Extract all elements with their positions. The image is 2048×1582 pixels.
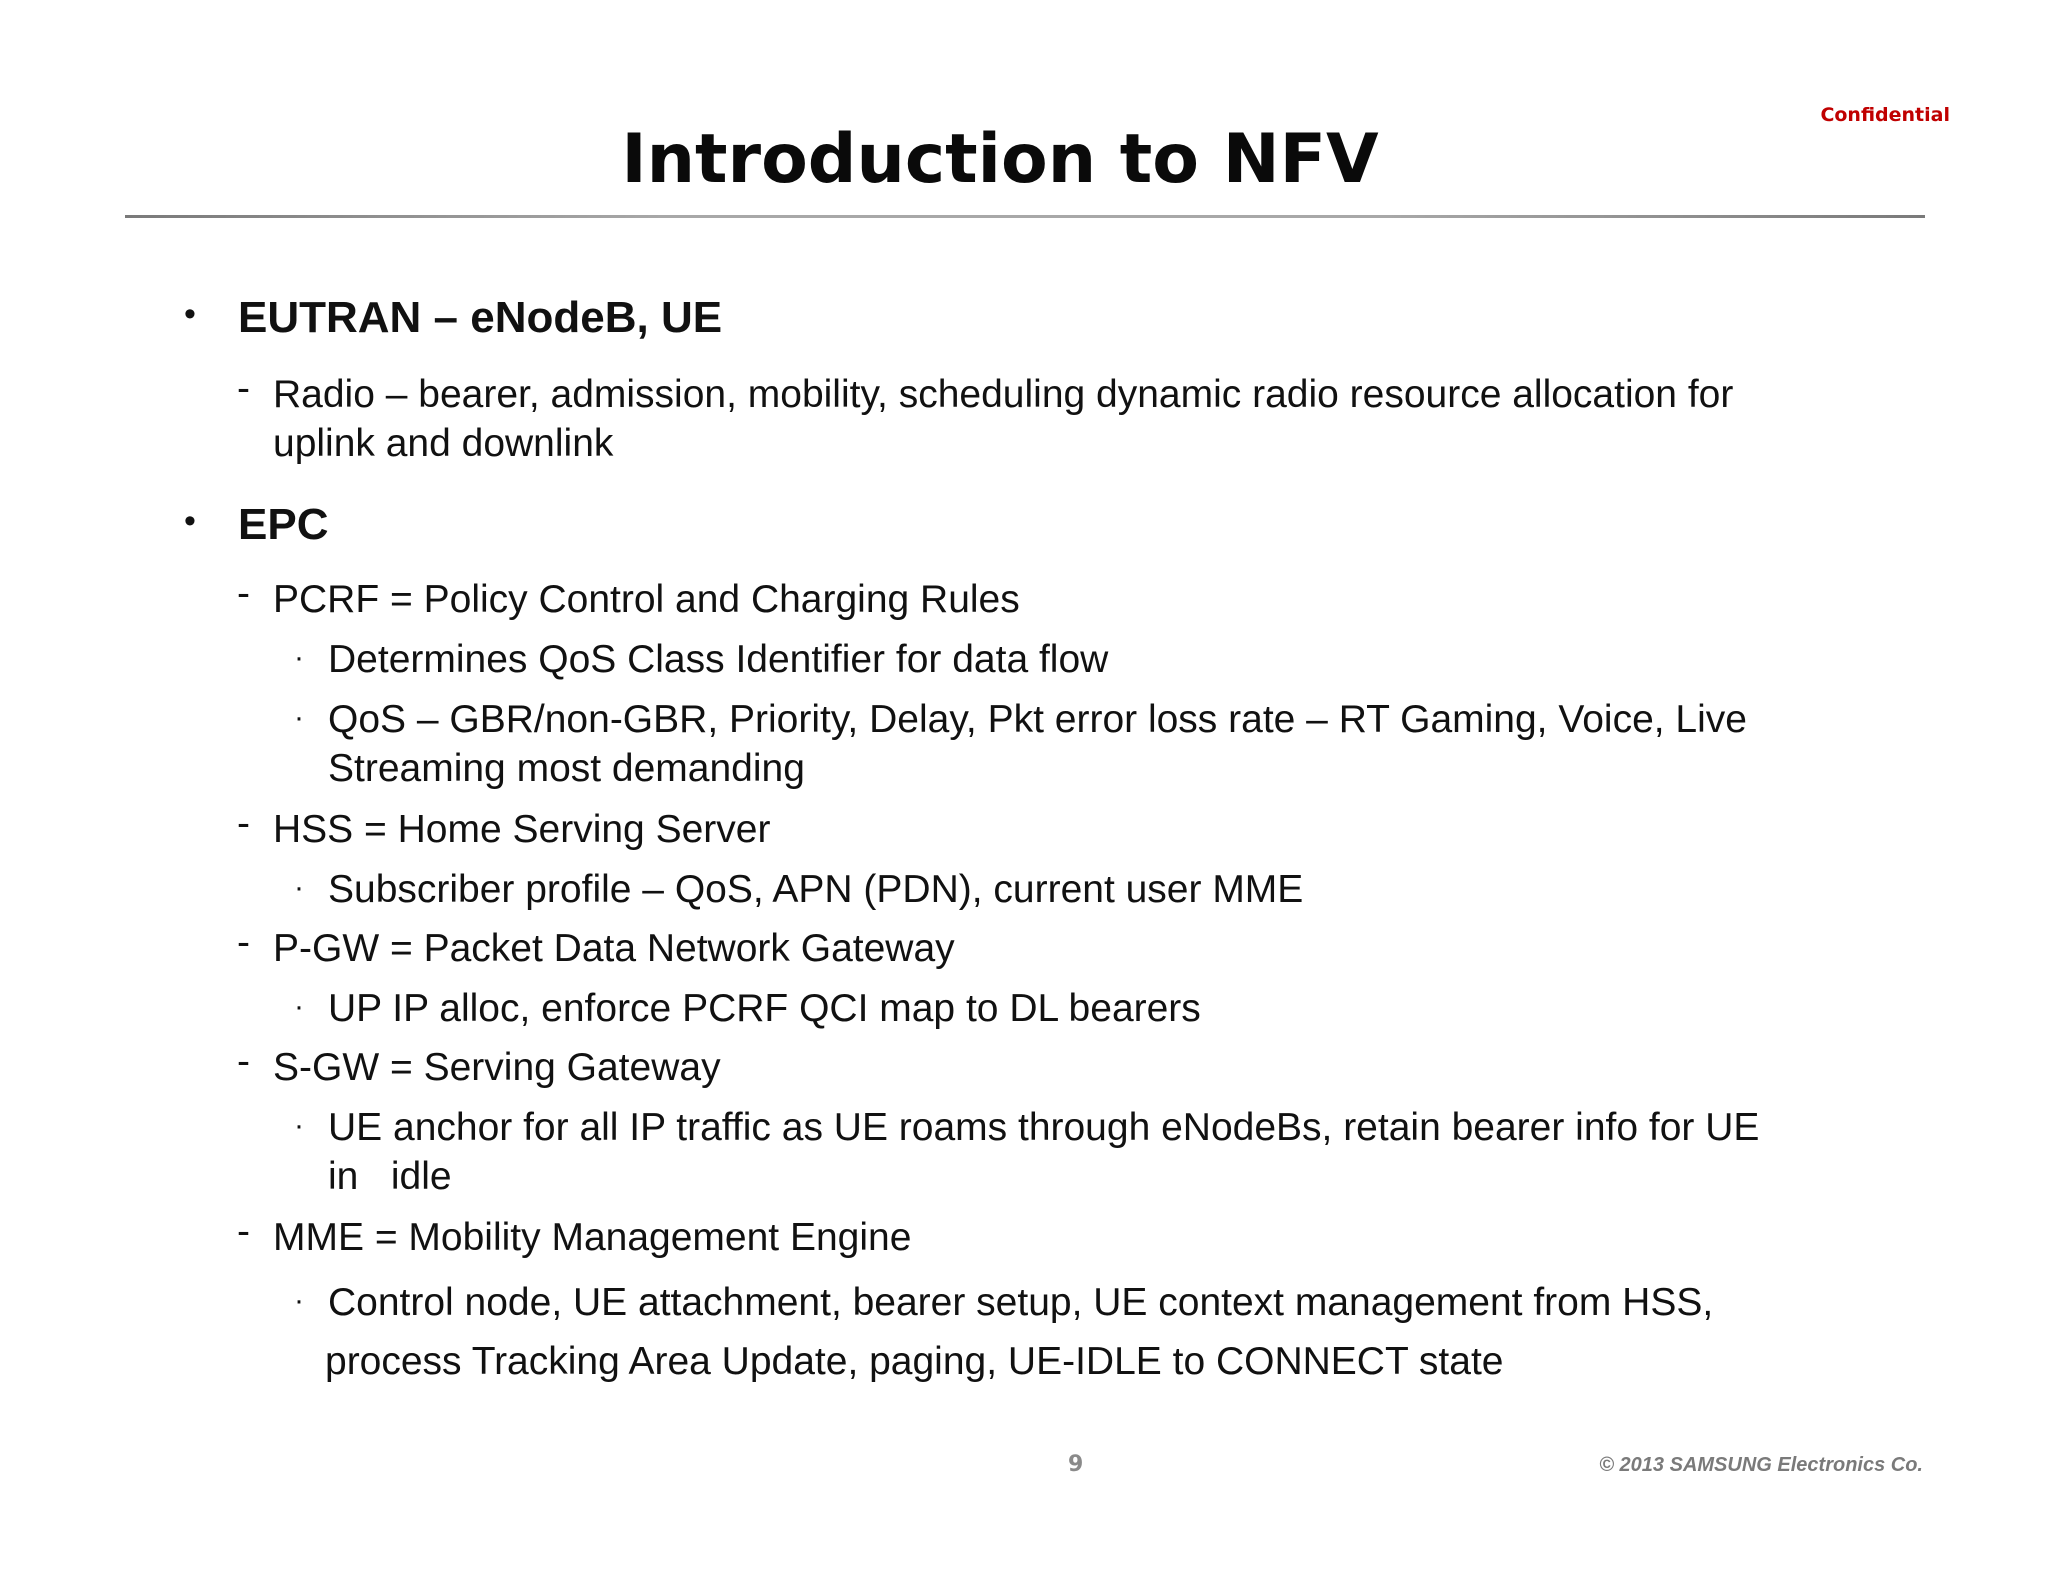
pcrf-text: PCRF = Policy Control and Charging Rules xyxy=(273,578,1020,621)
dash-mark: - xyxy=(237,1210,250,1253)
hss-item-profile xyxy=(294,865,1304,914)
dash-mark: - xyxy=(237,1040,250,1083)
mme-item-control-line-1: Control node, UE attachment, bearer setup, UE context management from HSS, xyxy=(328,1281,1714,1324)
dash-mark: - xyxy=(237,802,250,845)
dot-mark: · xyxy=(294,1109,304,1142)
dot-mark: · xyxy=(294,1284,304,1317)
pgw-text: P-GW = Packet Data Network Gateway xyxy=(273,927,955,970)
sgw-item-anchor-line-1: UE anchor for all IP traffic as UE roams through eNodeBs, retain bearer info for UE xyxy=(328,1106,1760,1149)
dash-mark: - xyxy=(237,572,250,615)
dot-mark: · xyxy=(294,701,304,734)
subitem-hss xyxy=(237,802,771,854)
slide-title: Introduction to NFV xyxy=(621,120,1379,199)
mme-text: MME = Mobility Management Engine xyxy=(273,1216,912,1259)
sgw-item-anchor xyxy=(294,1103,1760,1201)
pgw-item-alloc-text: UP IP alloc, enforce PCRF QCI map to DL bearers xyxy=(328,987,1201,1030)
mme-item-control xyxy=(294,1273,1714,1391)
bullet-dot: • xyxy=(184,502,196,540)
copyright-notice: © 2013 SAMSUNG Electronics Co. xyxy=(1599,1454,1923,1476)
pgw-item-alloc xyxy=(294,984,1201,1033)
pcrf-item-qci xyxy=(294,635,1109,684)
pcrf-item-qos xyxy=(294,695,1747,793)
bullet-dot: • xyxy=(184,295,196,333)
subitem-radio xyxy=(237,367,1734,468)
subitem-sgw xyxy=(237,1040,721,1092)
dot-mark: · xyxy=(294,990,304,1023)
sgw-item-anchor-line-2: in idle xyxy=(328,1155,452,1198)
pcrf-item-qci-text: Determines QoS Class Identifier for data flow xyxy=(328,638,1109,681)
bullet-epc xyxy=(184,500,329,550)
dot-mark: · xyxy=(294,871,304,904)
hss-item-profile-text: Subscriber profile – QoS, APN (PDN), current user MME xyxy=(328,868,1304,911)
dash-mark: - xyxy=(237,367,250,410)
subitem-pgw xyxy=(237,921,955,973)
sgw-text: S-GW = Serving Gateway xyxy=(273,1046,721,1089)
mme-item-control-line-2: process Tracking Area Update, paging, UE-IDLE to CONNECT state xyxy=(325,1340,1504,1383)
eutran-heading: EUTRAN – eNodeB, UE xyxy=(238,293,723,342)
subitem-pcrf xyxy=(237,572,1020,624)
page-number: 9 xyxy=(1068,1452,1084,1477)
dot-mark: · xyxy=(294,641,304,674)
pcrf-item-qos-line-2: Streaming most demanding xyxy=(328,747,805,790)
confidential-label: Confidential xyxy=(1820,104,1950,126)
pcrf-item-qos-line-1: QoS – GBR/non-GBR, Priority, Delay, Pkt error loss rate – RT Gaming, Voice, Live xyxy=(328,698,1747,741)
bullet-eutran xyxy=(184,293,723,343)
title-divider xyxy=(125,215,1925,218)
hss-text: HSS = Home Serving Server xyxy=(273,808,771,851)
subitem-mme xyxy=(237,1210,912,1262)
dash-mark: - xyxy=(237,921,250,964)
radio-line-2: uplink and downlink xyxy=(273,422,614,465)
radio-line-1: Radio – bearer, admission, mobility, scheduling dynamic radio resource allocation for xyxy=(273,373,1734,416)
epc-heading: EPC xyxy=(238,500,329,549)
